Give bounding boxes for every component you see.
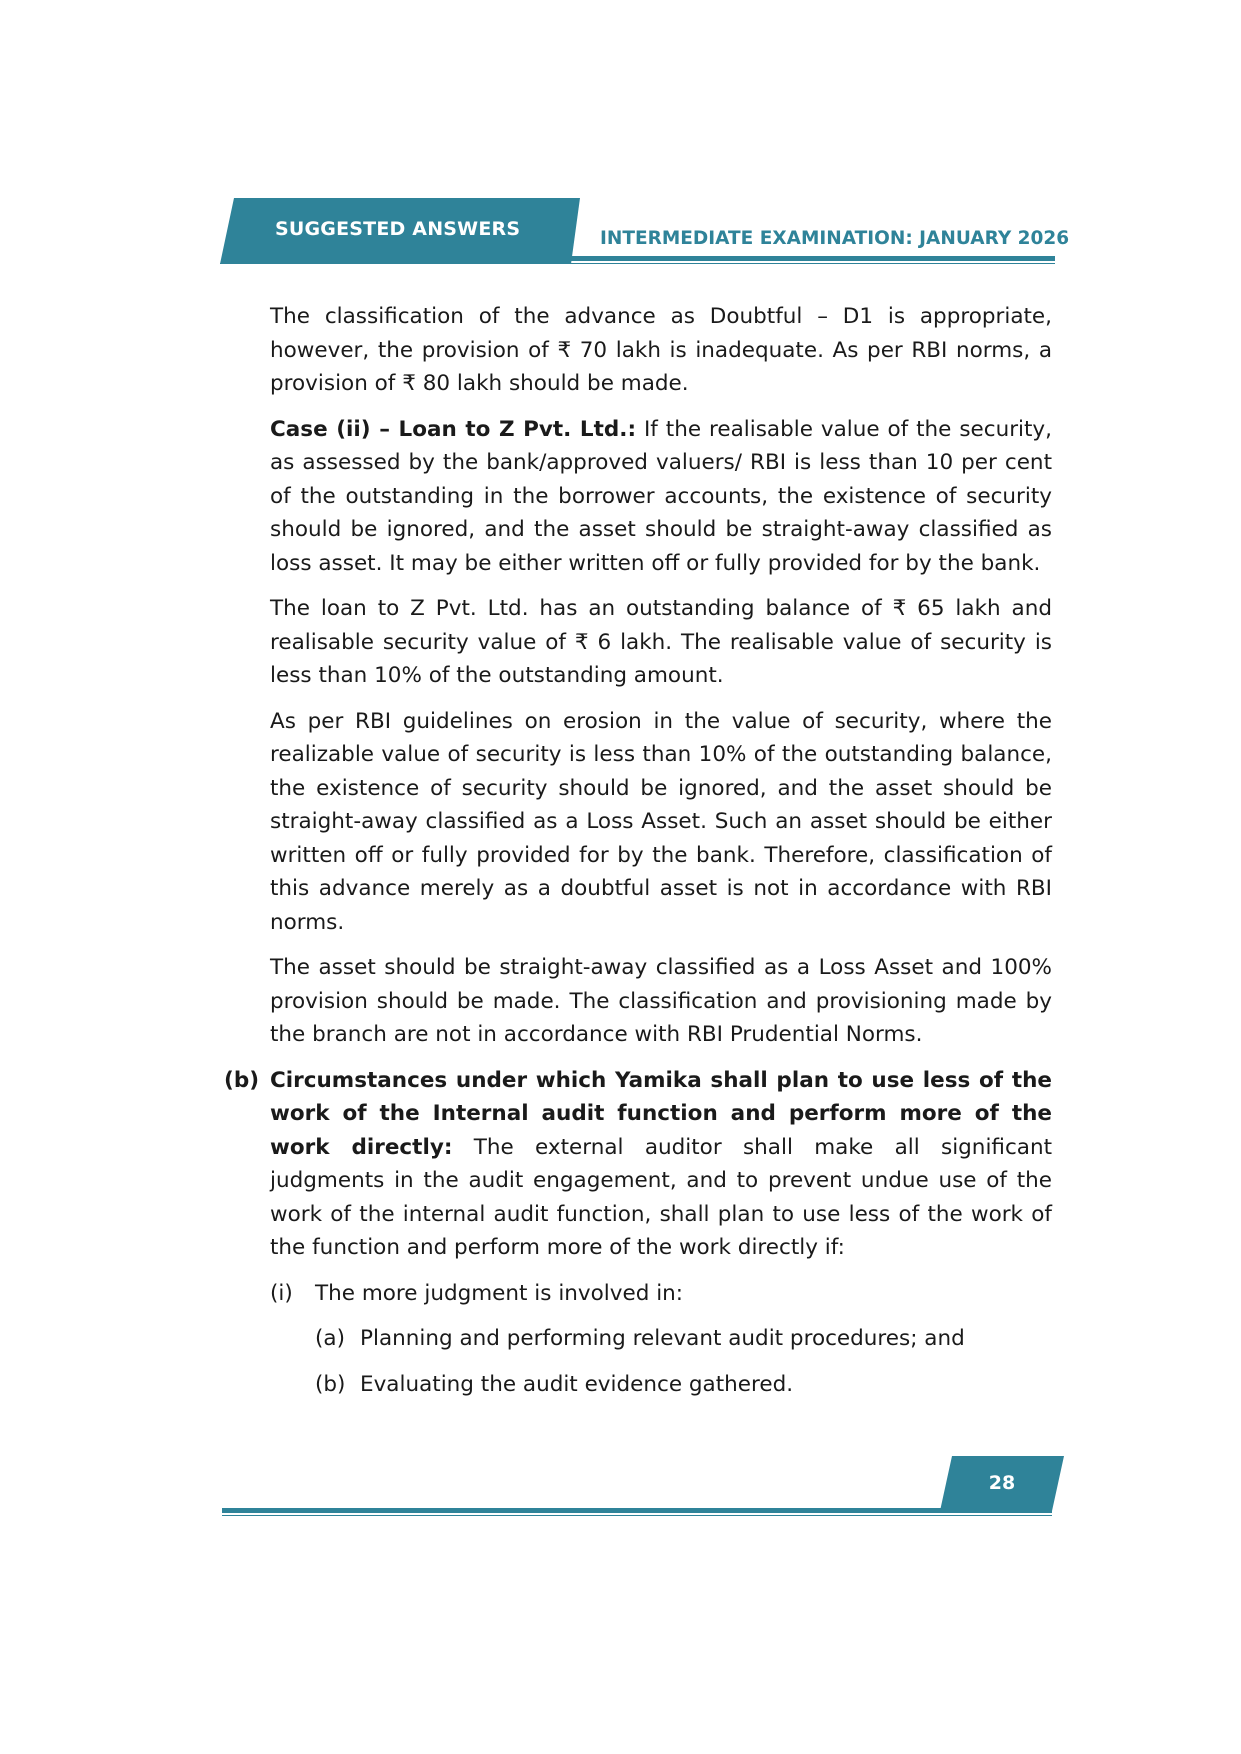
- header-rule-thin: [220, 263, 1055, 264]
- item-a-text: Planning and performing relevant audit procedures; and: [360, 1326, 965, 1351]
- list-item-b-sub: [270, 1368, 1052, 1402]
- list-item-i: [270, 1277, 1052, 1311]
- page-number: 28: [988, 1472, 1016, 1494]
- footer-rule-thin: [222, 1515, 1052, 1516]
- header-section-label: SUGGESTED ANSWERS: [275, 218, 521, 240]
- paragraph-case-ii: [270, 413, 1052, 581]
- paragraph-provision: The classification of the advance as Doubtful – D1 is appropriate, however, the provision of ₹ 70 lakh is inadequate. As per RBI norms, a provision of ₹ 80 lakh should be made.: [270, 304, 1052, 396]
- item-b-heading: Circumstances under which Yamika shall plan to use less of the work of the Internal audit function and perform more of the work directly:: [270, 1067, 1052, 1160]
- answer-body: [224, 300, 1053, 1413]
- case-ii-heading: Case (ii) – Loan to Z Pvt. Ltd.:: [270, 416, 637, 442]
- exam-title: INTERMEDIATE EXAMINATION: JANUARY 2026: [600, 228, 1070, 249]
- list-item-b: [224, 1064, 1053, 1265]
- paragraph-rbi-guidelines: As per RBI guidelines on erosion in the value of security, where the realizable value of security is less than 10% of the outstanding balance, the existence of security should be ignored, and the asset should be straight-away classified as a Loss Asset. Such an asset should be either written off or fully provided for by the bank. Therefore, classification of this advance merely as a doubtful asset is not in accordance with RBI norms.: [270, 708, 1052, 935]
- item-marker: (b): [224, 1067, 260, 1093]
- paragraph-loan-details: The loan to Z Pvt. Ltd. has an outstanding balance of ₹ 65 lakh and realisable security value of ₹ 6 lakh. The realisable value of security is less than 10% of the outstanding amount.: [270, 596, 1052, 688]
- item-b-paragraph: [270, 1064, 1052, 1265]
- case-ii-text: If the realisable value of the security, as assessed by the bank/approved valuers/ RBI is less than 10 per cent of the outstanding in the borrower accounts, the existence of security should be ignored, and the asset should be straight-away classified as loss asset. It may be either written off or fully provided for by the bank.: [270, 416, 1052, 576]
- item-marker: (i): [270, 1280, 293, 1306]
- item-b-text: The external auditor shall make all significant judgments in the audit engagement, and to prevent undue use of the work of the internal audit function, shall plan to use less of the work of the function and perform more of the work directly if:: [270, 1134, 1053, 1260]
- footer-rule: [222, 1508, 1052, 1513]
- list-item-a: [270, 1322, 1052, 1356]
- item-marker: (a): [315, 1326, 345, 1351]
- paragraph-conclusion: The asset should be straight-away classified as a Loss Asset and 100% provision should be made. The classification and provisioning made by the branch are not in accordance with RBI Prudential Norms.: [270, 955, 1052, 1047]
- header-rule: [565, 256, 1055, 261]
- item-marker: (b): [315, 1371, 346, 1397]
- item-b-sub-text: Evaluating the audit evidence gathered.: [360, 1371, 794, 1397]
- item-i-text: The more judgment is involved in:: [315, 1280, 684, 1306]
